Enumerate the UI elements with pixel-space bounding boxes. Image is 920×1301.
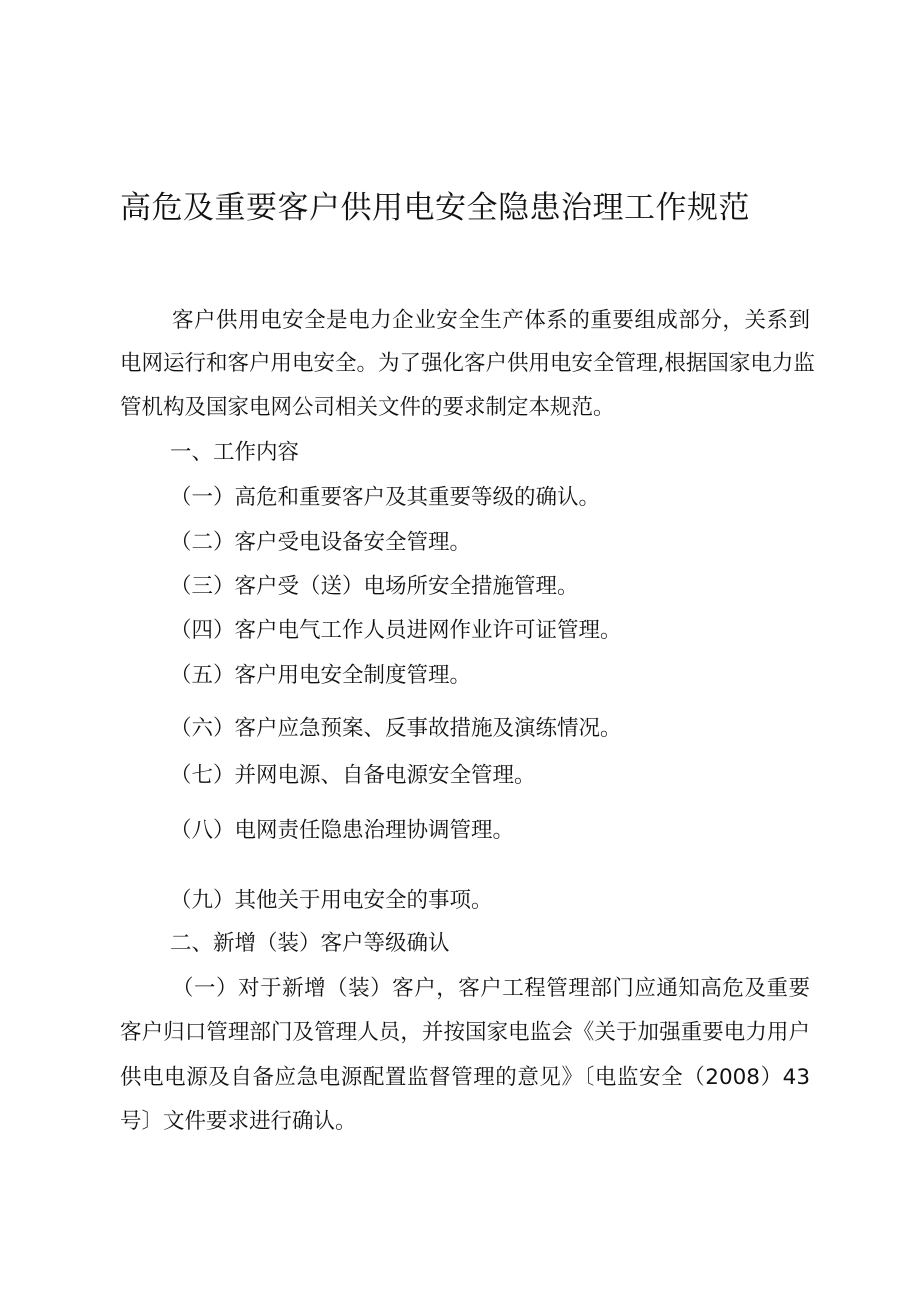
section-2-para-line-4: 号〕文件要求进行确认。 xyxy=(120,1109,357,1134)
section-1-item: （六）客户应急预案、反事故措施及演练情况。 xyxy=(170,716,622,741)
intro-line-1: 客户供用电安全是电力企业安全生产体系的重要组成部分，关系到 xyxy=(172,308,810,333)
section-2-para-line-3: 供电电源及自备应急电源配置监督管理的意见》〔电监安全（2008）43 xyxy=(120,1065,810,1090)
section-1-item: （八）电网责任隐患治理协调管理。 xyxy=(170,818,515,843)
document-title: 高危及重要客户供用电安全隐患治理工作规范 xyxy=(120,190,750,226)
section-2-heading: 二、新增（装）客户等级确认 xyxy=(170,931,450,956)
intro-line-3: 管机构及国家电网公司相关文件的要求制定本规范。 xyxy=(120,395,615,420)
section-2-para-line-2: 客户归口管理部门及管理人员，并按国家电监会《关于加强重要电力用户 xyxy=(120,1020,810,1045)
section-1-item: （九）其他关于用电安全的事项。 xyxy=(170,888,493,913)
section-1-item: （四）客户电气工作人员进网作业许可证管理。 xyxy=(170,618,622,643)
section-1-item: （七）并网电源、自备电源安全管理。 xyxy=(170,763,536,788)
section-2-para-line-1: （一）对于新增（装）客户，客户工程管理部门应通知高危及重要 xyxy=(172,976,810,1001)
section-1-item: （二）客户受电设备安全管理。 xyxy=(170,530,472,555)
section-1-item: （一）高危和重要客户及其重要等级的确认。 xyxy=(170,485,601,510)
section-1-heading: 一、工作内容 xyxy=(170,440,300,465)
intro-line-2: 电网运行和客户用电安全。为了强化客户供用电安全管理,根据国家电力监 xyxy=(120,351,815,376)
section-1-item: （三）客户受（送）电场所安全措施管理。 xyxy=(170,574,579,599)
section-1-item: （五）客户用电安全制度管理。 xyxy=(170,663,472,688)
